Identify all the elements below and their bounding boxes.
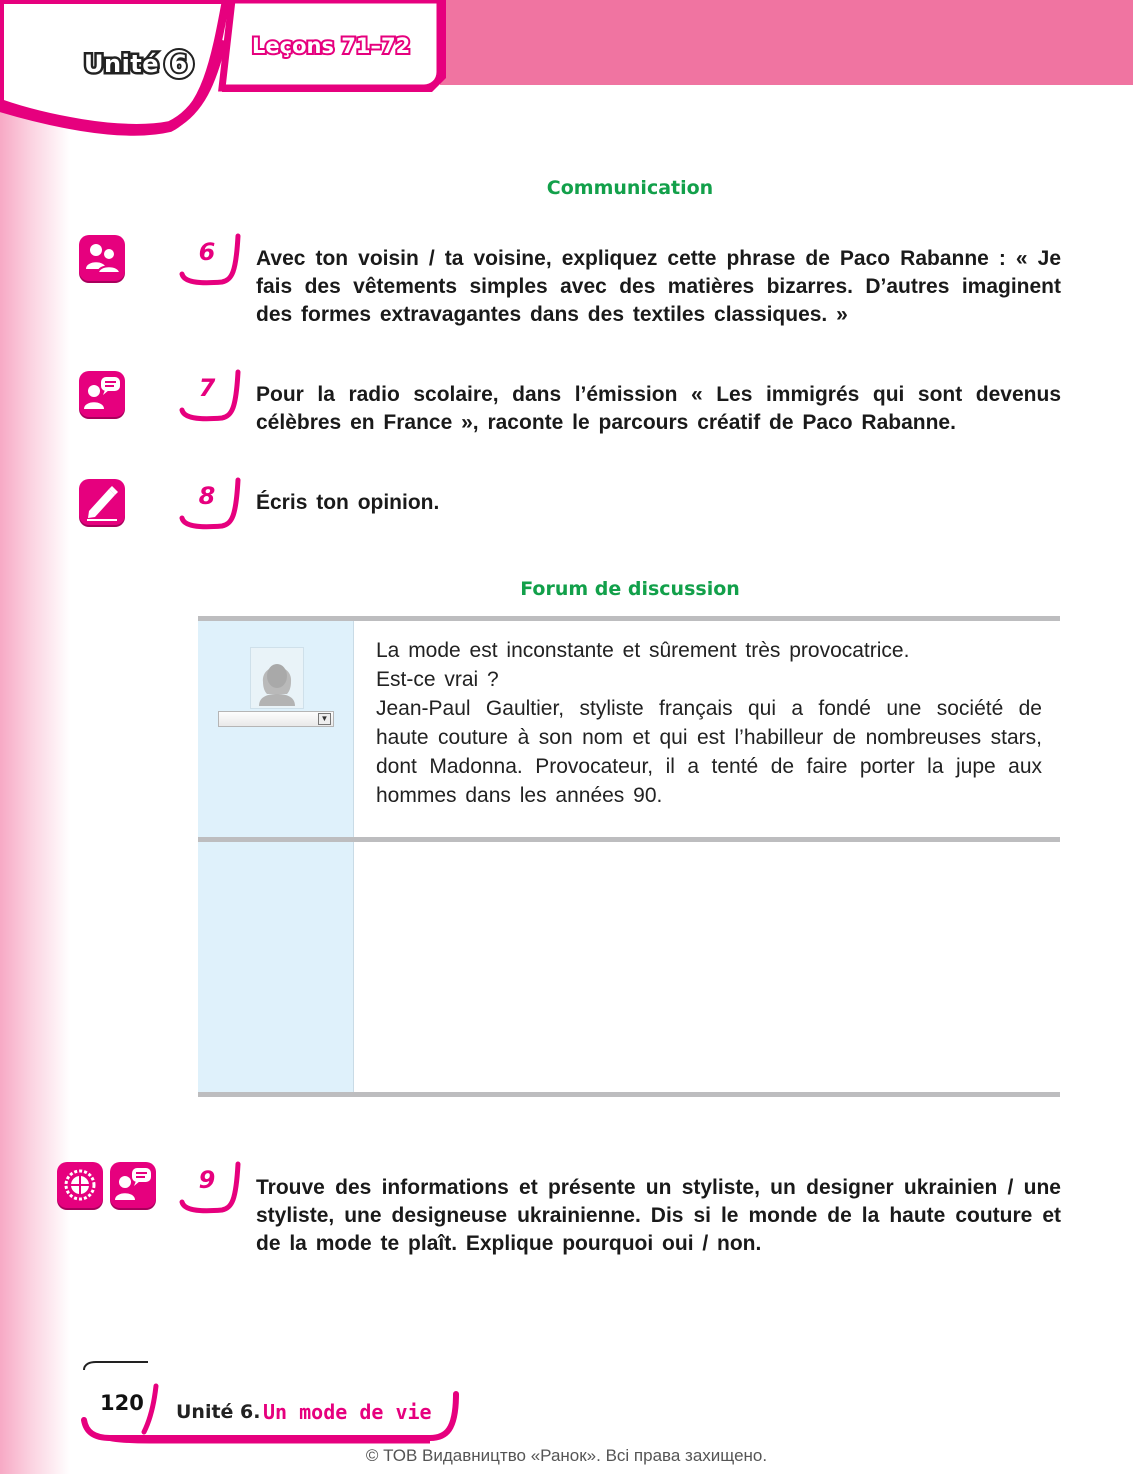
forum-bottom-rule bbox=[198, 1092, 1060, 1097]
exercise-8-text: Écris ton opinion. bbox=[256, 491, 440, 514]
writing-icon bbox=[79, 479, 125, 525]
exercise-8-digit: 8 bbox=[198, 482, 216, 510]
header-tabs bbox=[0, 0, 460, 140]
exercise-7-digit: 7 bbox=[198, 374, 216, 402]
user-avatar-icon bbox=[250, 647, 304, 709]
speaking-icon bbox=[79, 371, 125, 417]
communication-title: Communication bbox=[546, 177, 714, 199]
exercise-6-digit: 6 bbox=[198, 238, 216, 266]
unit-badge-number: 6 bbox=[163, 48, 195, 80]
exercise-6-number bbox=[178, 232, 248, 292]
header-bar bbox=[440, 0, 1133, 85]
internet-icon bbox=[57, 1162, 103, 1208]
page-number: 120 bbox=[100, 1391, 144, 1415]
forum-title: Forum de discussion bbox=[520, 578, 740, 600]
forum-top-rule bbox=[198, 616, 1060, 621]
exercise-7-text: Pour la radio scolaire, dans l’émission « Les immigrés qui sont devenus célèbres en France », raconte le parcours créatif de Paco Rabanne. bbox=[256, 383, 1061, 434]
forum-post-line: Jean-Paul Gaultier, styliste français qui a fondé une société de haute couture à son nom et qui est l’habilleur de nombreuses stars, dont Madonna. Provocateur, il a tenté de faire porter la jupe aux hommes dans les années 90. bbox=[376, 697, 1042, 807]
footer-unit-title: Un mode de vie bbox=[263, 1400, 432, 1424]
unit-badge bbox=[84, 48, 195, 80]
exercise-9-text: Trouve des informations et présente un styliste, un designer ukrainien / une styliste, une designeuse ukrainienne. Dis si le monde de la haute couture et de la mode te plaît. Explique pourquoi oui / non. bbox=[256, 1176, 1061, 1255]
exercise-9-digit: 9 bbox=[198, 1166, 216, 1194]
lessons-badge: Leçons 71–72 bbox=[252, 34, 411, 58]
forum-reply-sidebar bbox=[198, 842, 354, 1092]
forum-reply-area[interactable] bbox=[364, 852, 1044, 1082]
user-select-dropdown[interactable] bbox=[218, 711, 334, 727]
exercise-6-text: Avec ton voisin / ta voisine, expliquez cette phrase de Paco Rabanne : « Je fais des vêtements simples avec des matières bizarres. D’autres imaginent des formes extravagantes dans des textiles classiques. » bbox=[256, 247, 1061, 326]
exercise-9-number bbox=[178, 1160, 248, 1220]
left-margin-gradient bbox=[0, 0, 70, 1474]
forum-post-text bbox=[376, 636, 1042, 810]
pair-work-icon bbox=[79, 235, 125, 281]
copyright-notice: © ТОВ Видавництво «Ранок». Всі права захищено. bbox=[365, 1446, 768, 1465]
forum-post-line: Est-ce vrai ? bbox=[376, 668, 499, 691]
speaking-icon bbox=[110, 1162, 156, 1208]
forum-discussion bbox=[198, 616, 1060, 1098]
chevron-down-icon[interactable]: ▼ bbox=[318, 713, 331, 725]
footer-unit-label: Unité 6. bbox=[176, 1401, 261, 1423]
unit-badge-label: Unité bbox=[84, 50, 160, 78]
forum-post-line: La mode est inconstante et sûrement très provocatrice. bbox=[376, 639, 910, 662]
exercise-7-number bbox=[178, 368, 248, 428]
exercise-8-number bbox=[178, 476, 248, 536]
forum-post-sidebar bbox=[198, 621, 354, 837]
